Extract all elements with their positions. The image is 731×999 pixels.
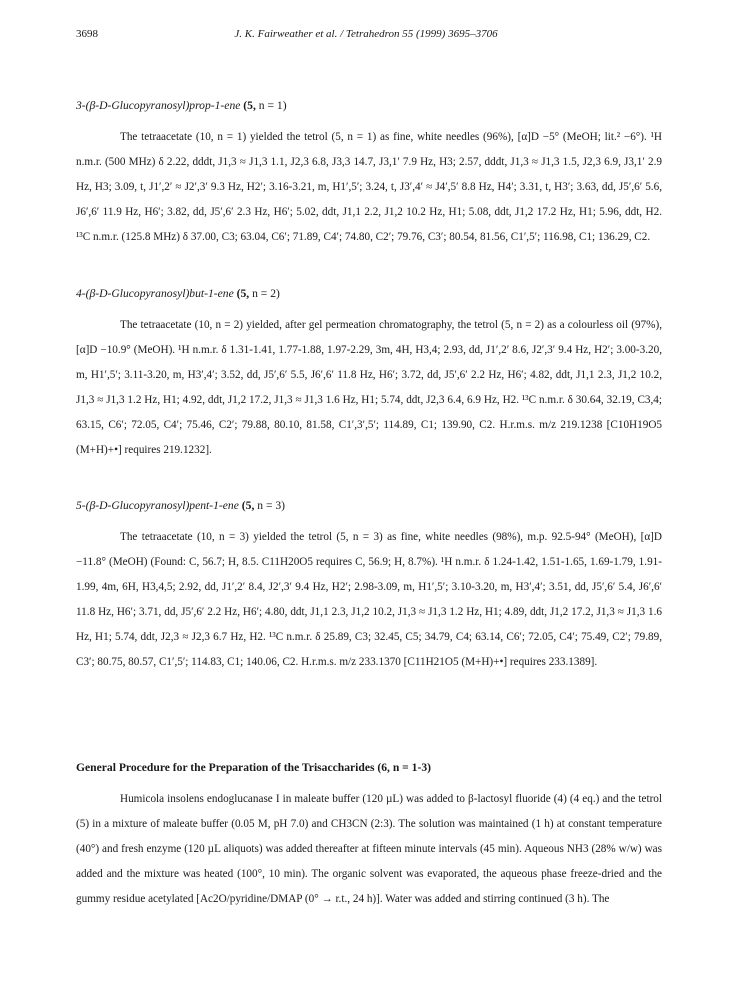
section-heading (76, 497, 662, 515)
heading-n-value: n = 3) (257, 499, 286, 512)
heading-n-value: n = 2) (252, 287, 280, 300)
section-butene (76, 285, 662, 462)
section-body: The tetraacetate (10, n = 1) yielded the tetrol (5, n = 1) as fine, white needles (96%), [α]D −5° (MeOH; lit.² −6°). ¹H n.m.r. (500 MHz) δ 2.22, dddt, J1,3 ≈ J1,3 1.1, J2,3 6.8, J3,3 14.7, J3,1′ 7.9 Hz, H3; 2.57, dddt, J1,3 ≈ J1,3 1.5, J2,3 6.9, J3,1′ 2.9 Hz, H3; 3.09, t, J1′,2′ ≈ J2′,3′ 9.3 Hz, H2′; 3.16-3.21, m, H1′,5′; 3.24, t, J3′,4′ ≈ J4′,5′ 8.8 Hz, H4′; 3.31, t, H3′; 3.63, dd, J5′,6′ 5.6, J6′,6′ 11.9 Hz, H6′; 3.82, dd, J5′,6′ 2.3 Hz, H6′; 5.02, ddt, J1,1 2.2, J1,2 10.2 Hz, H1; 5.08, ddt, J1,2 17.2 Hz, H1; 5.96, ddt, H2. ¹³C n.m.r. (125.8 MHz) δ 37.00, C3; 63.04, C6′; 71.89, C4′; 74.80, C2′; 79.76, C3′; 80.54, 81.56, C1′,5′; 116.98, C1; 136.29, C2. (76, 131, 662, 243)
section-body: The tetraacetate (10, n = 2) yielded, after gel permeation chromatography, the tetrol (5, n = 2) as a colourless oil (97%), [α]D −10.9° (MeOH). ¹H n.m.r. δ 1.31-1.41, 1.77-1.88, 1.97-2.29, 3m, 4H, H3,4; 2.93, dd, J1′,2′ 8.6, J2′,3′ 9.4 Hz, H2′; 3.00-3.20, m, H1′,5′; 3.11-3.20, m, H3′,4′; 3.52, dd, J5′,6′ 5.5, J6′,6′ 11.8 Hz, H6′; 3.72, dd, J5′,6′ 2.2 Hz, H6′; 4.82, ddt, J1,1 2.3, J1,2 10.2, J1,3 ≈ J1,3 1.2 Hz, H1; 4.92, ddt, J1,2 17.2, J1,3 ≈ J1,3 1.6 Hz, H1; 5.74, ddt, J2,3 6.4, 6.9 Hz, H2. ¹³C n.m.r. δ 30.64, 32.19, C3,4; 63.15, C6′; 72.05, C4′; 75.46, C2′; 79.88, 80.10, 81.58, C1′,3′,5′; 114.89, C1; 139.90, C2. H.r.m.s. m/z 219.1238 [C10H19O5 (M+H)+•] requires 219.1232]. (76, 319, 662, 456)
heading-compound-number: (5, (241, 499, 255, 512)
heading-name: 4-(β-D-Glucopyranosyl)but-1-ene (76, 287, 234, 300)
page-header (76, 28, 656, 46)
section-pentene (76, 497, 662, 674)
section-body: The tetraacetate (10, n = 3) yielded the tetrol (5, n = 3) as fine, white needles (98%), m.p. 92.5-94° (MeOH), [α]D −11.8° (MeOH) (Found: C, 56.7; H, 8.5. C11H20O5 requires C, 56.9; H, 8.7%). ¹H n.m.r. δ 1.24-1.42, 1.51-1.65, 1.69-1.79, 1.91-1.99, 4m, 6H, H3,4,5; 2.92, dd, J1′,2′ 8.4, J2′,3′ 9.4 Hz, H2′; 2.98-3.09, m, H1′,5′; 3.10-3.20, m, H3′,4′; 3.51, dd, J5′,6′ 5.4, J6′,6′ 11.8 Hz, H6′; 3.71, dd, J5′,6′ 2.2 Hz, H6′; 4.80, ddt, J1,1 2.3, J1,2 10.2, J1,3 ≈ J1,3 1.2 Hz, H1; 4.89, ddt, J1,2 17.2, J1,3 ≈ J1,3 1.6 Hz, H1; 5.74, ddt, J2,3 ≈ J2,3 6.7 Hz, H2. ¹³C n.m.r. δ 25.89, C3; 32.45, C5; 34.79, C4; 63.14, C6′; 72.05, C4′; 75.49, C2′; 79.89, C3′; 80.75, 80.57, C1′,5′; 114.83, C1; 140.06, C2. H.r.m.s. m/z 233.1370 [C11H21O5 (M+H)+•] requires 233.1389]. (76, 531, 662, 668)
heading-compound-number: (5, (236, 287, 250, 300)
section-general-procedure (76, 759, 662, 912)
section-heading: General Procedure for the Preparation of the Trisaccharides (6, n = 1-3) (76, 761, 432, 774)
heading-n-value: n = 1) (258, 99, 287, 112)
heading-name: 3-(β-D-Glucopyranosyl)prop-1-ene (76, 99, 241, 112)
section-body: Humicola insolens endoglucanase I in maleate buffer (120 µL) was added to β-lactosyl fluoride (4) (4 eq.) and the tetrol (5) in a mixture of maleate buffer (0.05 M, pH 7.0) and CH3CN (2:3). The solution was maintained (1 h) at constant temperature (40°) and fresh enzyme (120 µL aliquots) was added thereafter at fifteen minute intervals (45 min). Aqueous NH3 (28% w/w) was added and the mixture was heated (100°, 10 min). The organic solvent was evaporated, the aqueous phase freeze-dried and the gummy residue acetylated [Ac2O/pyridine/DMAP (0° → r.t., 24 h)]. Water was added and stirring continued (3 h). The (76, 793, 662, 905)
heading-name: 5-(β-D-Glucopyranosyl)pent-1-ene (76, 499, 239, 512)
section-propene (76, 97, 662, 250)
page-number: 3698 (76, 28, 98, 40)
heading-compound-number: (5, (243, 99, 256, 112)
running-head: J. K. Fairweather et al. / Tetrahedron 55 (1999) 3695–3706 (234, 28, 498, 40)
section-heading (76, 285, 662, 303)
section-heading (76, 97, 662, 115)
